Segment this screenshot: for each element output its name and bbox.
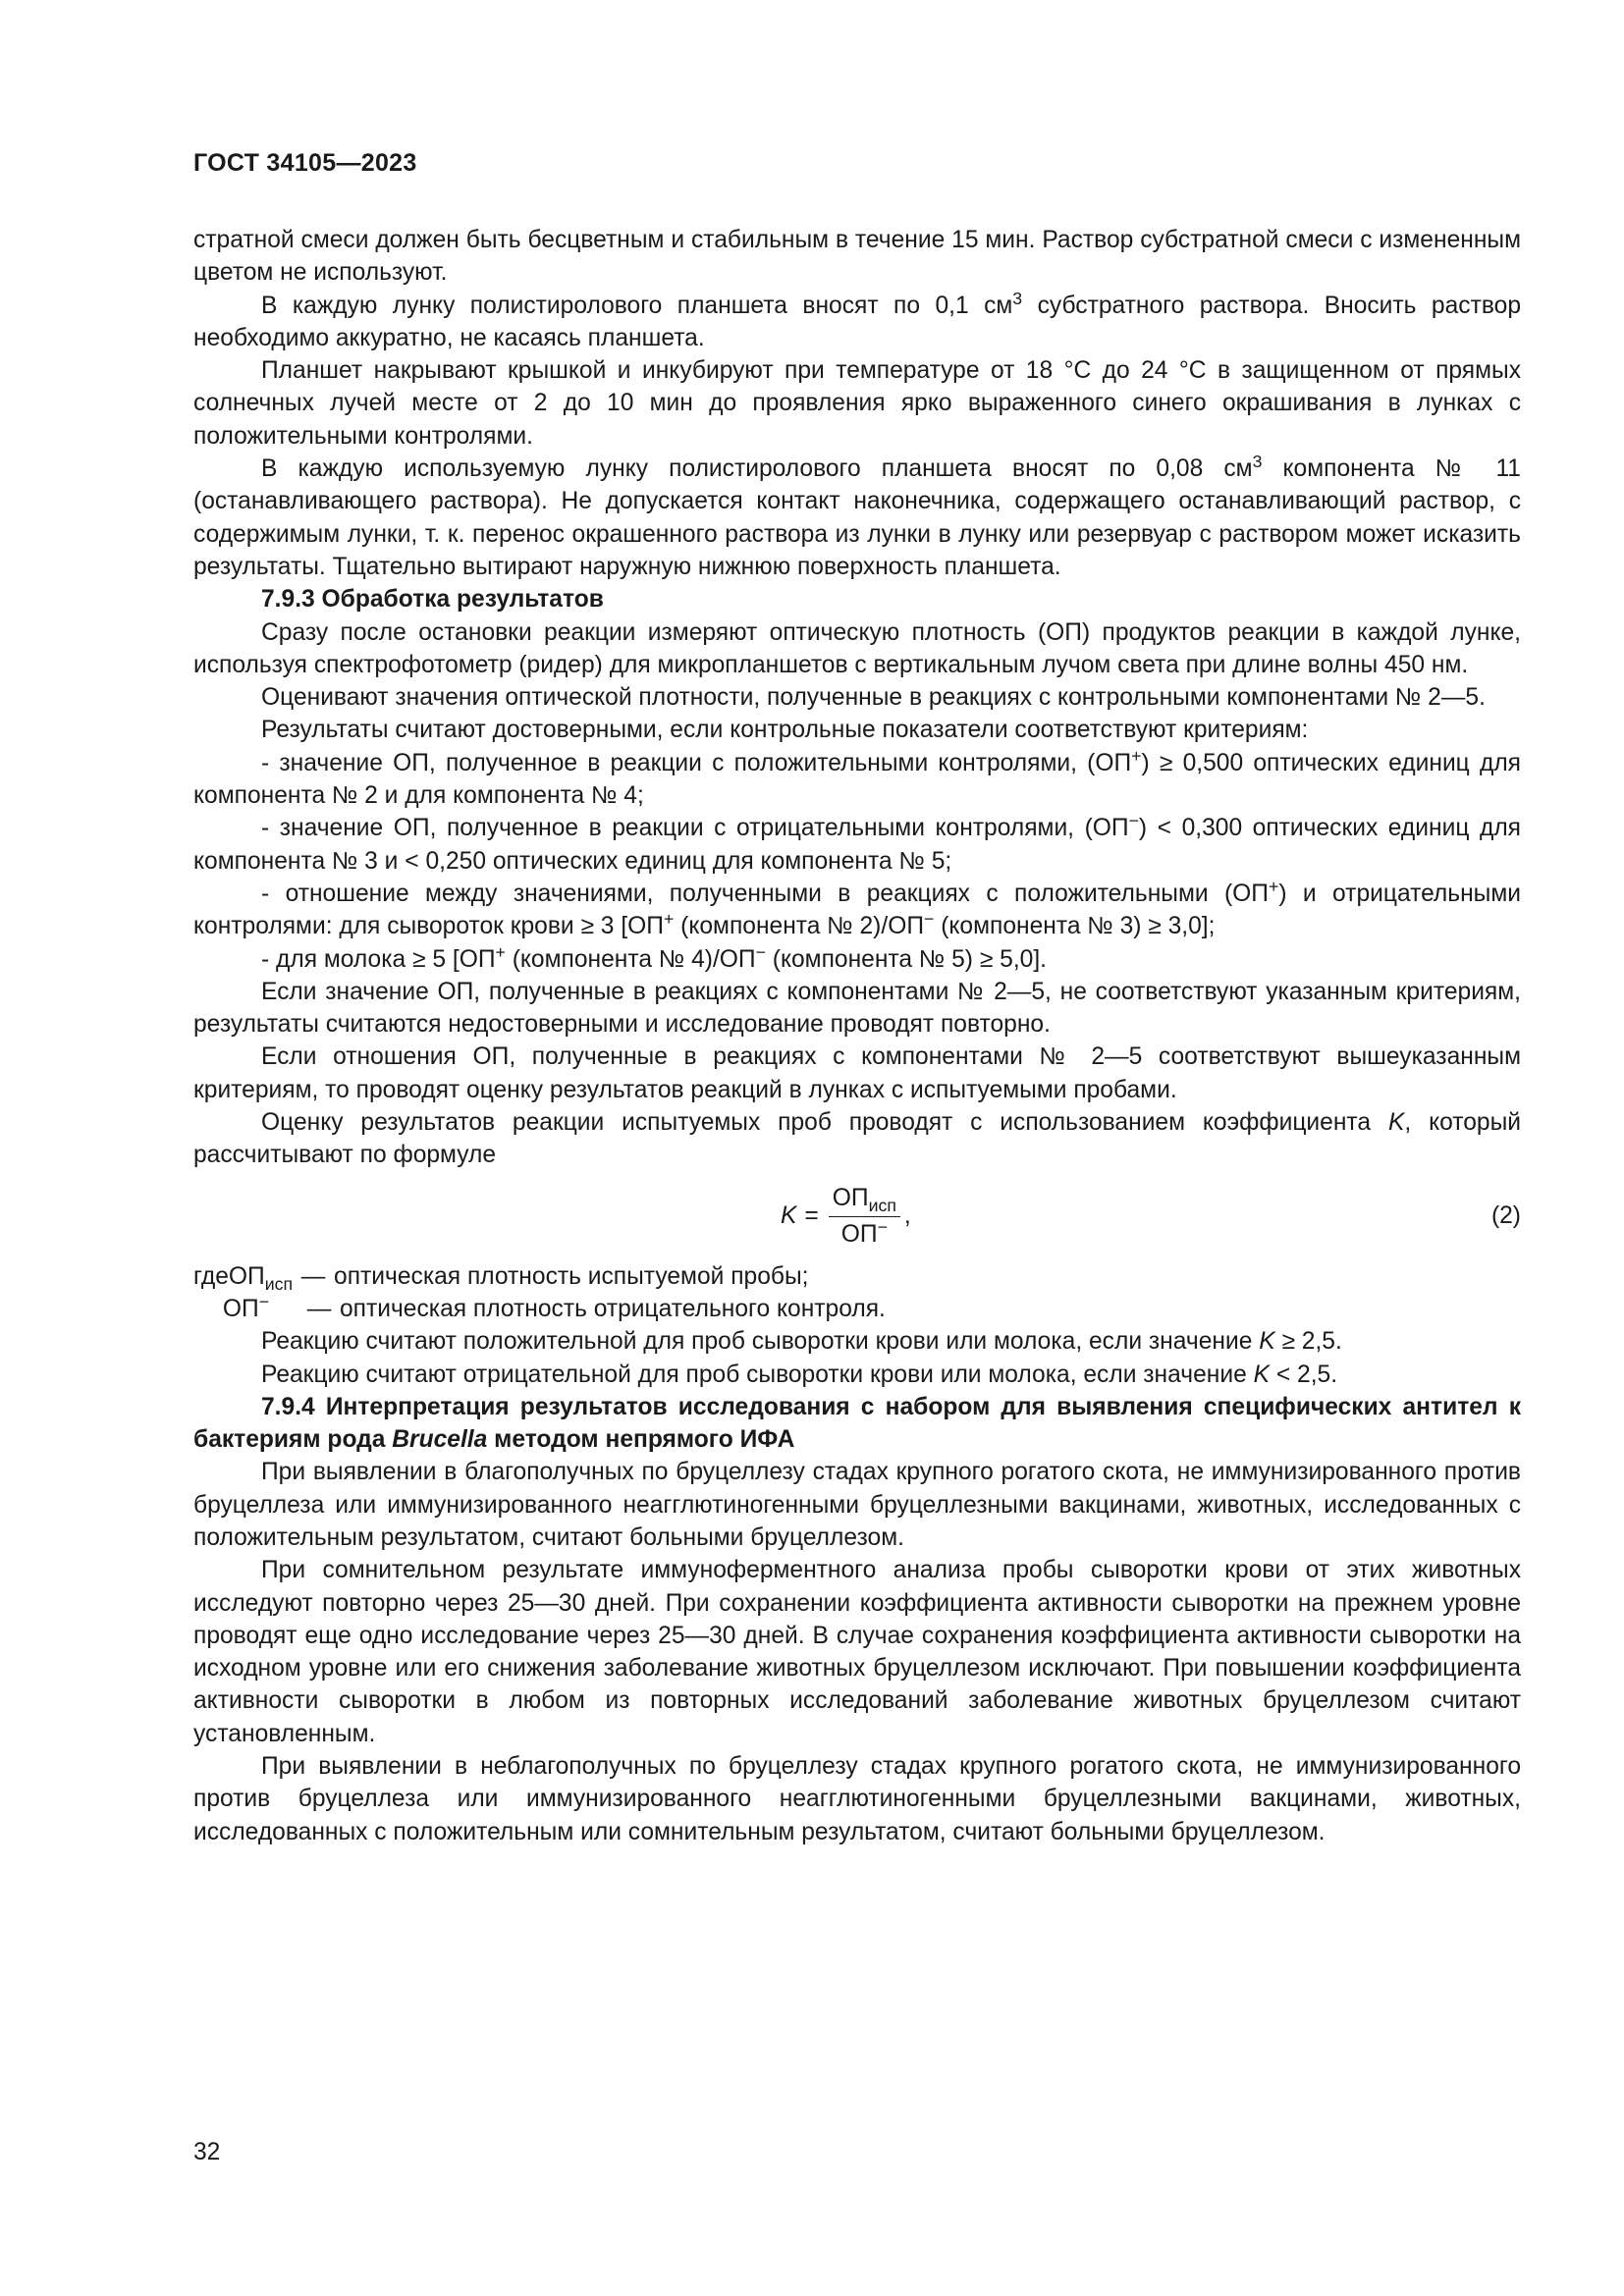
formula-block <box>193 1174 1521 1260</box>
section-heading-7-9-4: 7.9.4 Интерпретация результатов исследования с набором для выявления специфических антител к бактериям рода Brucella методом непрямого ИФА <box>193 1393 1521 1454</box>
paragraph: Оценку результатов реакции испытуемых проб проводят с использованием коэффициента K, который рассчитывают по формуле <box>193 1109 1521 1169</box>
criteria-item: - отношение между значениями, полученными в реакциях с положительными (ОП+) и отрицательными контролями: для сывороток крови ≥ 3 [ОП+ (компонента № 2)/ОП− (компонента № 3) ≥ 3,0]; <box>193 876 1521 940</box>
formula-equals: = <box>804 1202 819 1230</box>
paragraph: Сразу после остановки реакции измеряют оптическую плотность (ОП) продуктов реакции в каждой лунке, используя спектрофотометр (ридер) для микропланшетов с вертикальным лучом света при длине волны 450 нм. <box>193 618 1521 678</box>
formula <box>781 1182 911 1252</box>
paragraph: В каждую лунку полистиролового планшета вносят по 0,1 $см^3$ субстратного раствора. Вносить раствор необходимо аккуратно, не касаясь планшета. <box>193 288 1521 351</box>
paragraph: При выявлении в благополучных по бруцеллезу стадах крупного рогатого скота, не иммунизированного против бруцеллеза или иммунизированного неагглютиногенными бруцеллезными вакцинами, животных, исследованных с положительным результатом, считают больными бруцеллезом. <box>193 1459 1521 1551</box>
formula-lhs: K <box>781 1202 797 1230</box>
paragraph: При сомнительном результате иммуноферментного анализа пробы сыворотки крови от этих животных исследуют повторно через 25—30 дней. При сохранении коэффициента активности сыворотки на прежнем уровне проводят еще одно исследование через 25—30 дней. В случае сохранения коэффициента активности сыворотки на исходном уровне или его снижения заболевание животных бруцеллезом исключают. При повышении коэффициента активности сыворотки в любом из повторных исследований заболевание животных бруцеллезом считают установленным. <box>193 1557 1521 1747</box>
criteria-item: - значение ОП, полученное в реакции с отрицательными контролями, (ОП−) < 0,300 оптических единиц для компонента № 3 и < 0,250 оптических единиц для компонента № 5; <box>193 811 1521 875</box>
formula-denominator: ОП− <box>840 1216 888 1248</box>
where-item: ОП− — оптическая плотность отрицательного контроля. <box>222 1291 886 1322</box>
equation-number: (2) <box>1490 1201 1521 1229</box>
document-body <box>193 224 1521 1848</box>
paragraph: При выявлении в неблагополучных по бруцеллезу стадах крупного рогатого скота, не иммунизированного против бруцеллеза или иммунизированного неагглютиногенными бруцеллезными вакцинами, животных, исследованных с положительным или сомнительным результатом, считают больными бруцеллезом. <box>193 1753 1521 1845</box>
criteria-item: - для молока ≥ 5 [ОП+ (компонента № 4)/ОП− (компонента № 5) ≥ 5,0]. <box>261 941 1048 973</box>
section-heading-7-9-3: 7.9.3 Обработка результатов <box>261 586 604 614</box>
standard-header: ГОСТ 34105—2023 <box>193 149 417 177</box>
paragraph: Планшет накрывают крышкой и инкубируют при температуре от 18 °С до 24 °С в защищенном от прямых солнечных лучей месте от 2 до 10 мин до проявления ярко выраженного синего окрашивания в лунках с положительными контролями. <box>193 357 1521 450</box>
formula-fraction <box>829 1182 900 1252</box>
where-item: где $ОП_{исп}$ — оптическая плотность испытуемой пробы; <box>193 1262 809 1294</box>
paragraph: Реакцию считают отрицательной для проб сыворотки крови или молока, если значение K < 2,5. <box>261 1361 1338 1388</box>
criteria-item: - значение ОП, полученное в реакции с положительными контролями, (ОП+) ≥ 0,500 оптических единиц для компонента № 2 и для компонента № 4; <box>193 745 1521 810</box>
paragraph: Результаты считают достоверными, если контрольные показатели соответствуют критериям: <box>261 717 1309 744</box>
page-number: 32 <box>193 2139 221 2165</box>
paragraph: В каждую используемую лунку полистиролового планшета вносят по 0,08 $см^3$ компонента № 11 (останавливающего раствора). Не допускается контакт наконечника, содержащего останавливающий раствор, с содержимым лунки, т. к. перенос окрашенного раствора из лунки в лунку или резервуар с раствором может исказить результаты. Тщательно вытирают наружную нижнюю поверхность планшета. <box>193 451 1521 580</box>
paragraph: Если значение ОП, полученные в реакциях с компонентами № 2—5, не соответствуют указанным критериям, результаты считаются недостоверными и исследование проводят повторно. <box>193 978 1521 1039</box>
formula-comma: , <box>903 1202 911 1230</box>
formula-numerator: $ОП_{исп}$ <box>829 1182 900 1217</box>
paragraph: Реакцию считают положительной для проб сыворотки крови или молока, если значение K ≥ 2,5. <box>261 1328 1342 1356</box>
paragraph: Если отношения ОП, полученные в реакциях с компонентами № 2—5 соответствуют вышеуказанным критериям, то проводят оценку результатов реакций в лунках с испытуемыми пробами. <box>193 1043 1521 1103</box>
paragraph: Оценивают значения оптической плотности, полученные в реакциях с контрольными компонентами № 2—5. <box>261 684 1486 712</box>
paragraph: стратной смеси должен быть бесцветным и стабильным в течение 15 мин. Раствор субстратной смеси с измененным цветом не используют. <box>193 227 1521 287</box>
